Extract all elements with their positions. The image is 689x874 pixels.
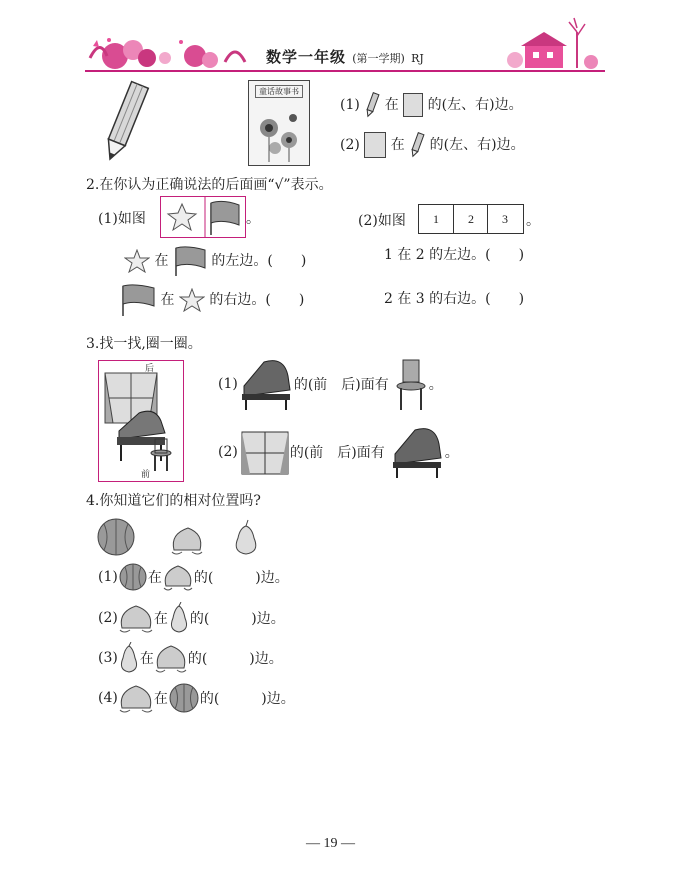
q4-row-end: 的( )边。	[189, 611, 285, 627]
pear-icon	[118, 642, 140, 674]
star-flag-figure	[160, 196, 246, 238]
q4-row-end: 的( )边。	[193, 570, 289, 586]
q2-p1-s2-end: 的右边。( )	[209, 292, 305, 308]
header-semester: (第一学期)	[352, 52, 405, 65]
book-icon	[364, 132, 386, 158]
q1-a-end: 的(左、右)边。	[427, 97, 523, 113]
fruit-row	[96, 516, 276, 558]
piano-icon	[238, 356, 294, 412]
q2-p1-statement-2	[120, 284, 304, 316]
scene-front-label: 前	[141, 470, 151, 480]
peach-icon	[118, 602, 154, 634]
star-icon	[124, 249, 150, 273]
q2-p2-statement-2: 2 在 3 的右边。( )	[384, 291, 525, 307]
q4-row-mid: 在	[153, 691, 168, 707]
piano-icon	[389, 424, 445, 480]
header-edition: RJ	[411, 52, 424, 65]
q3-b-mid: 的(前 后)面有	[289, 445, 385, 461]
q4-row-number: (4)	[98, 690, 118, 706]
q4-row-mid: 在	[153, 611, 168, 627]
window-icon	[240, 428, 290, 476]
q2-p1-s1-end: 的左边。( )	[211, 253, 307, 269]
number-cell: 2	[453, 205, 488, 233]
header-decoration-right	[505, 14, 605, 70]
q3-title: 3.找一找,圈一圈。	[86, 336, 202, 352]
room-scene-image	[98, 360, 184, 482]
flag-icon	[120, 284, 156, 316]
q2-part2-period: 。	[526, 213, 540, 229]
q1-a-mid: 在	[384, 97, 399, 113]
q4-row-1	[98, 562, 289, 592]
q2-part2-label: (2)如图	[358, 213, 406, 229]
q3-b-end: 。	[444, 445, 459, 461]
watermelon-icon	[118, 562, 148, 592]
q4-row-3	[98, 642, 283, 674]
pencil-icon	[409, 132, 425, 158]
q4-row-mid: 在	[139, 651, 154, 667]
pencil-icon	[364, 92, 380, 118]
q3-a-mid: 的(前 后)面有	[293, 377, 389, 393]
number-cell: 1	[433, 212, 439, 226]
book-icon	[403, 93, 423, 117]
q4-row-end: 的( )边。	[199, 691, 295, 707]
flag-icon	[173, 246, 207, 276]
q4-row-4	[98, 682, 295, 714]
header-rule	[85, 70, 605, 72]
page-number: — 19 —	[306, 836, 355, 851]
q4-title: 4.你知道它们的相对位置吗?	[86, 493, 261, 509]
pencil-image	[96, 78, 154, 166]
star-icon	[179, 288, 205, 312]
q1-a-number: (1)	[340, 97, 360, 113]
peach-icon	[118, 682, 154, 714]
q1-b-number: (2)	[340, 137, 360, 153]
q4-row-number: (1)	[98, 569, 118, 585]
q3-b-number: (2)	[218, 444, 238, 460]
q2-p1-statement-1	[124, 246, 306, 276]
q3-a-number: (1)	[218, 376, 238, 392]
q4-row-number: (2)	[98, 610, 118, 626]
stool-icon	[393, 356, 429, 412]
q3-line-2	[218, 424, 459, 480]
scene-back-label: 后	[145, 364, 155, 374]
q2-p2-statement-1: 1 在 2 的左边。( )	[384, 247, 525, 263]
q4-row-end: 的( )边。	[187, 651, 283, 667]
q3-line-1	[218, 356, 443, 412]
q1-b-mid: 在	[390, 137, 405, 153]
header-decoration-left	[85, 28, 255, 70]
header-title	[266, 46, 424, 67]
q2-title: 2.在你认为正确说法的后面画“√”表示。	[86, 177, 333, 193]
q1-line-2	[340, 132, 525, 158]
peach-icon	[162, 562, 194, 592]
q4-row-2	[98, 602, 285, 634]
q2-p1-s1-mid: 在	[154, 253, 169, 269]
number-cell: 3	[487, 205, 522, 233]
q1-line-1	[340, 92, 523, 118]
storybook-title: 童话故事书	[255, 85, 303, 98]
pear-icon	[168, 602, 190, 634]
q2-p1-s2-mid: 在	[160, 292, 175, 308]
q4-row-number: (3)	[98, 650, 118, 666]
header-title-main: 数学一年级	[266, 48, 347, 66]
q2-part1-label: (1)如图	[98, 211, 146, 227]
number-cells	[418, 204, 524, 234]
storybook-image	[248, 80, 310, 166]
peach-icon	[154, 642, 188, 674]
watermelon-icon	[168, 682, 200, 714]
q1-b-end: 的(左、右)边。	[429, 137, 525, 153]
q2-part1-period: 。	[246, 211, 260, 227]
q4-row-mid: 在	[147, 570, 162, 586]
q3-a-end: 。	[428, 377, 443, 393]
